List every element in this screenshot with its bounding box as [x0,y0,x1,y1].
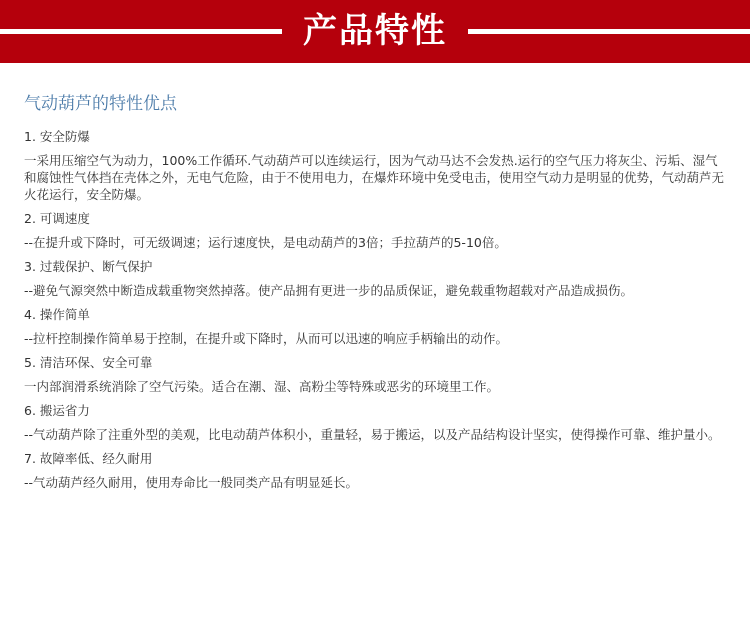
feature-description: --气动葫芦经久耐用，使用寿命比一般同类产品有明显延长。 [24,475,359,490]
feature-item [24,305,730,347]
feature-item [24,353,730,395]
feature-item [24,127,730,203]
feature-item [24,209,730,251]
feature-item [24,257,730,299]
page-title: 产品特性 [303,11,447,51]
feature-description: --气动葫芦除了注重外型的美观，比电动葫芦体积小，重量轻，易于搬运，以及产品结构设计坚实，使得操作可靠、维护量小。 [24,427,721,442]
banner-divider-right [468,29,750,34]
feature-description: --避免气源突然中断造成载重物突然掉落。使产品拥有更进一步的品质保证，避免载重物超载对产品造成损伤。 [24,283,634,298]
feature-heading: 7. 故障率低、经久耐用 [24,451,153,466]
feature-heading: 3. 过载保护、断气保护 [24,259,153,274]
feature-description: --在提升或下降时，可无级调速；运行速度快，是电动葫芦的3倍；手拉葫芦的5-10倍。 [24,235,507,250]
feature-item [24,401,730,443]
feature-description: 一采用压缩空气为动力，100%工作循环.气动葫芦可以连续运行，因为气动马达不会发热.运行的空气压力将灰尘、污垢、湿气和腐蚀性气体挡在壳体之外，无电气危险，由于不使用电力，在爆炸环境中免受电击，使用空气动力是明显的优势，气动葫芦无火花运行，安全防爆。 [24,153,725,202]
banner-divider-left [0,29,282,34]
features-content [24,92,730,497]
feature-heading: 4. 操作简单 [24,307,90,322]
header-banner [0,0,750,63]
feature-heading: 2. 可调速度 [24,211,90,226]
section-subtitle: 气动葫芦的特性优点 [24,94,177,114]
feature-heading: 1. 安全防爆 [24,129,90,144]
feature-description: --拉杆控制操作简单易于控制，在提升或下降时，从而可以迅速的响应手柄输出的动作。 [24,331,509,346]
feature-item [24,449,730,491]
feature-heading: 6. 搬运省力 [24,403,90,418]
feature-heading: 5. 清洁环保、安全可靠 [24,355,153,370]
feature-description: 一内部润滑系统消除了空气污染。适合在潮、湿、高粉尘等特殊或恶劣的环境里工作。 [24,379,500,394]
